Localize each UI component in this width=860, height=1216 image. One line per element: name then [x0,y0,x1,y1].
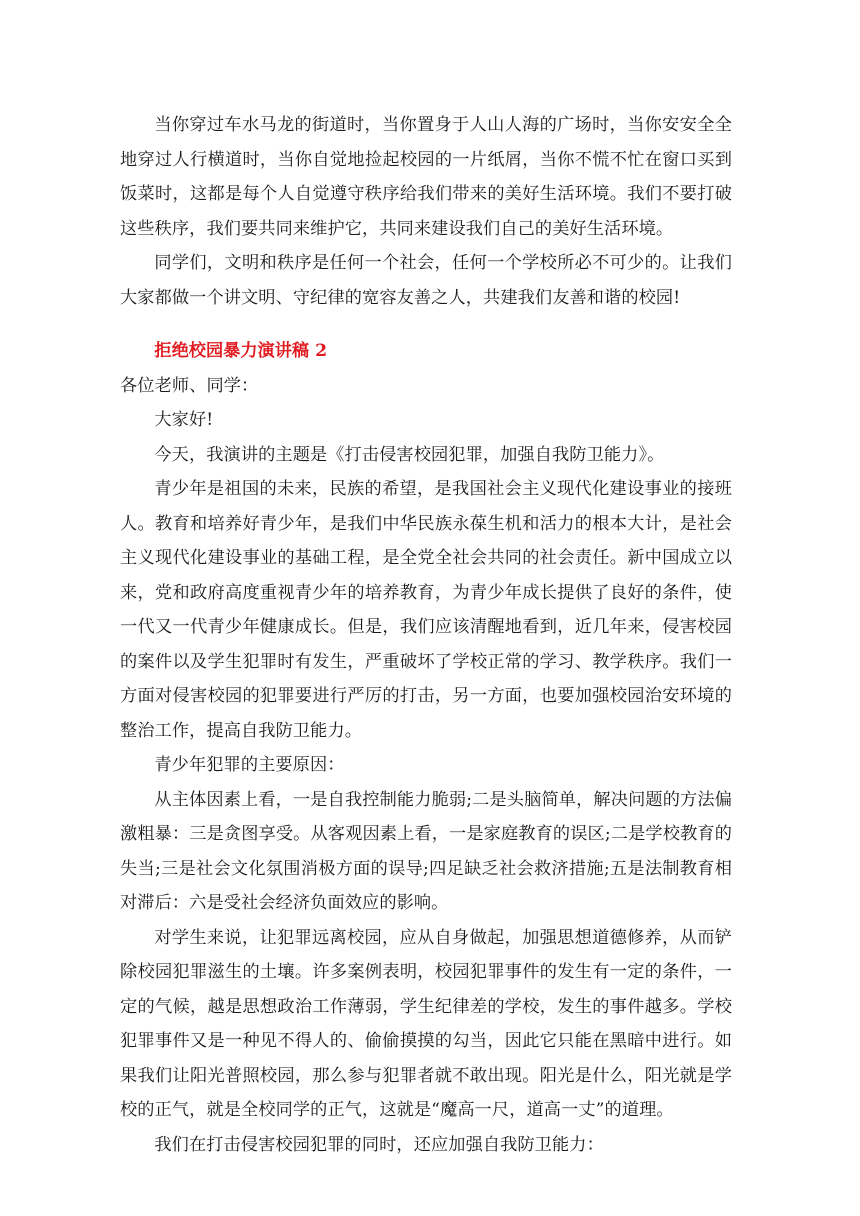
paragraph: 大家好! [154,410,214,430]
salutation: 各位老师、同学： [120,375,259,396]
document-page [120,108,732,1162]
paragraph: 我们在打击侵害校园犯罪的同时，还应加强自我防卫能力： [154,1134,604,1155]
paragraph: 从主体因素上看，一是自我控制能力脆弱;二是头脑简单，解决问题的方法偏激粗暴：三是贪图享受。从客观因素上看，一是家庭教育的误区;二是学校教育的失当;三是社会文化氛围消极方面的误导;四足缺乏社会救济措施;五是法制教育相对滞后：六是受社会经济负面效应的影响。 [120,789,732,913]
section-title: 拒绝校园暴力演讲稿 2 [154,341,328,361]
paragraph: 同学们，文明和秩序是任何一个社会，任何一个学校所必不可少的。让我们大家都做一个讲文明、守纪律的宽容友善之人，共建我们友善和谐的校园! [120,253,732,308]
paragraph: 青少年是祖国的未来，民族的希望，是我国社会主义现代化建设事业的接班人。教育和培养好青少年，是我们中华民族永葆生机和活力的根本大计，是社会主义现代化建设事业的基础工程，是全党全社会共同的社会责任。新中国成立以来，党和政府高度重视青少年的培养教育，为青少年成长提供了良好的条件，使一代又一代青少年健康成长。但是，我们应该清醒地看到，近几年来，侵害校园的案件以及学生犯罪时有发生，严重破坏了学校正常的学习、教学秩序。我们一方面对侵害校园的犯罪要进行严厉的打击，另一方面，也要加强校园治安环境的整治工作，提高自我防卫能力。 [120,479,732,741]
paragraph: 今天，我演讲的主题是《打击侵害校园犯罪，加强自我防卫能力》。 [154,444,665,465]
paragraph: 青少年犯罪的主要原因： [154,755,345,775]
paragraph: 当你穿过车水马龙的街道时，当你置身于人山人海的广场时，当你安安全全地穿过人行横道时，当你自觉地捡起校园的一片纸屑，当你不慌不忙在窗口买到饭菜时，这都是每个人自觉遵守秩序给我们带来的美好生活环境。我们不要打破这些秩序，我们要共同来维护它，共同来建设我们自己的美好生活环境。 [120,115,732,239]
paragraph: 对学生来说，让犯罪远离校园，应从自身做起，加强思想道德修养，从而铲除校园犯罪滋生的土壤。许多案例表明，校园犯罪事件的发生有一定的条件，一定的气候，越是思想政治工作薄弱，学生纪律差的学校，发生的事件越多。学校犯罪事件又是一种见不得人的、偷偷摸摸的勾当，因此它只能在黑暗中进行。如果我们让阳光普照校园，那么参与犯罪者就不敢出现。阳光是什么，阳光就是学校的正气，就是全校同学的正气，这就是“魔高一尺，道高一丈”的道理。 [120,927,732,1120]
